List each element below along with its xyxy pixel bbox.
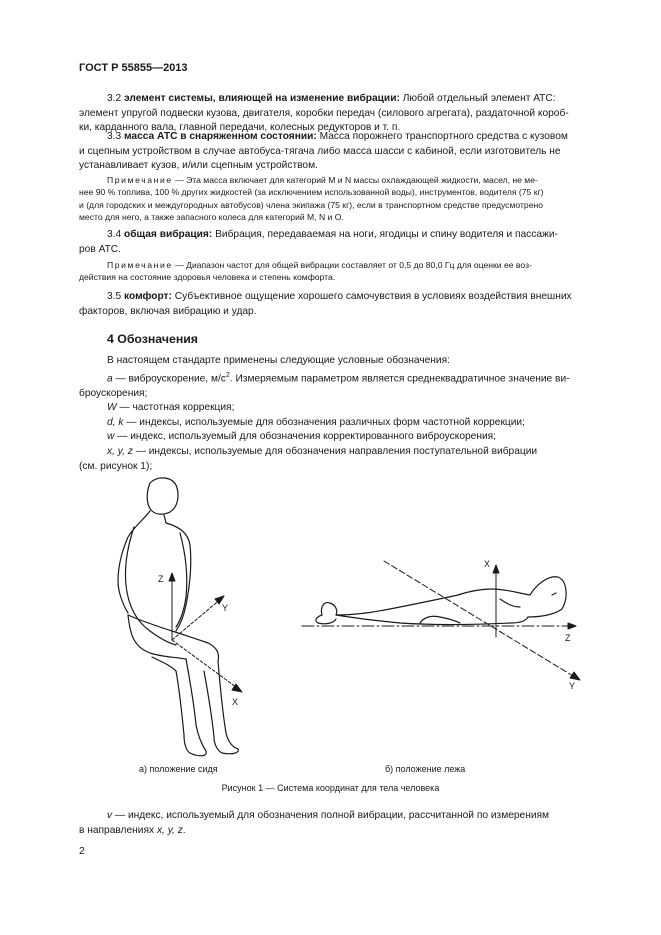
term-3-4 <box>79 228 615 257</box>
intro-text: В настоящем стандарте применены следующие условные обозначения: <box>107 355 450 366</box>
seated-figure-illustration <box>118 478 238 756</box>
symbol-a-text: — виброускорение, м/с <box>112 372 226 384</box>
symbol-w-text: — индекс, используемый для обозначения корректированного виброускорения; <box>114 431 496 443</box>
term-text-line: ров АТС. <box>79 243 121 255</box>
note-label: Примечание <box>107 260 173 270</box>
figure-coordinate-systems <box>0 465 661 765</box>
term-text-line: устанавливает кузов, и/или сцепным устройством. <box>79 160 318 172</box>
axis-label-y-lying: Y <box>569 681 576 691</box>
symbol-a-text-end: броускорения; <box>79 387 148 399</box>
term-3-5 <box>79 290 615 319</box>
symbol-w-cap: W <box>107 402 117 414</box>
term-name: масса АТС в снаряженном состоянии: <box>124 131 317 142</box>
note-text-line: действия на состояние здоровья человека и степень комфорта. <box>79 272 336 283</box>
symbol-v-end: . <box>182 824 186 836</box>
symbol-xyz: x, y, z <box>107 445 133 457</box>
subcaption-sitting: а) положение сидя <box>139 764 218 774</box>
term-number: 3.5 <box>107 291 122 302</box>
symbol-a: a <box>107 372 113 384</box>
symbol-w: w <box>107 431 115 443</box>
term-text-line: элемент упругой подвески кузова, двигателя, коробки передач (силового агрегата), раздаточной короб- <box>79 107 569 119</box>
term-text-line: Любой отдельный элемент АТС: <box>402 93 556 104</box>
document-header: ГОСТ Р 55855—2013 <box>79 62 188 74</box>
term-number: 3.2 <box>107 93 122 104</box>
term-number: 3.4 <box>107 229 122 240</box>
section-title: 4 Обозначения <box>107 332 198 346</box>
figure-caption: Рисунок 1 — Система координат для тела человека <box>221 783 440 793</box>
note-frequency <box>79 259 615 284</box>
note-mass <box>79 174 615 224</box>
axis-label-z-lying: Z <box>565 633 571 643</box>
axis-label-y: Y <box>222 603 229 613</box>
note-text-line: — Эта масса включает для категорий M и N массы охлаждающей жидкости, масел, не ме- <box>175 175 538 185</box>
symbol-a-text-cont: . Измеряемым параметром является среднеквадратичное значение ви- <box>229 372 570 384</box>
symbol-v-paragraph <box>79 809 615 838</box>
symbol-xyz-text: — индексы, используемые для обозначения направления поступательной вибрации <box>132 445 538 457</box>
axis-label-x: X <box>232 697 239 707</box>
term-3-3 <box>79 130 615 174</box>
term-text-line: факторов, включая вибрацию и удар. <box>79 305 257 317</box>
term-text-line: Субъективное ощущение хорошего самочувствия в условиях воздействия внешних <box>174 291 572 302</box>
symbol-v-dirs: x, y, z <box>156 824 183 836</box>
subcaption-lying: б) положение лежа <box>385 764 466 774</box>
term-text-line: Вибрация, передаваемая на ноги, ягодицы и спину водителя и пассажи- <box>215 229 558 240</box>
note-text-line: нее 90 % топлива, 100 % других жидкостей (за исключением использованной воды), инструментов, водителя (75 кг) <box>79 187 544 198</box>
term-number: 3.3 <box>107 131 122 142</box>
page-number: 2 <box>79 845 85 857</box>
term-text-line: ки, карданного вала, главной передачи, колесных редукторов и т. п. <box>79 122 401 134</box>
note-text-line: — Диапазон частот для общей вибрации составляет от 0,5 до 80,0 Гц для оценки ее воз- <box>175 260 532 270</box>
note-text-line: и (для городских и междугородных автобусов) члена экипажа (75 кг), если в транспортном средстве предусмотрено <box>79 199 543 210</box>
symbol-dk: d, k <box>107 416 124 428</box>
term-text-line: Масса порожнего транспортного средства с кузовом <box>319 131 568 142</box>
symbol-v-text-cont: в направлениях <box>79 824 157 836</box>
note-label: Примечание <box>107 175 173 185</box>
term-name: элемент системы, влияющей на изменение вибрации: <box>124 93 400 104</box>
axis-label-z: Z <box>158 574 164 584</box>
section-4-body <box>79 354 615 474</box>
symbol-w-cap-text: — частотная коррекция; <box>116 402 235 414</box>
term-text-line: и сцепным устройством в случае автобуса-тягача либо масса шасси с кабиной, если изготовитель не <box>79 145 561 157</box>
lying-figure-illustration <box>316 577 566 625</box>
term-name: комфорт: <box>124 291 172 302</box>
symbol-dk-text: — индексы, используемые для обозначения различных форм частотной коррекции; <box>123 416 525 428</box>
symbol-v: v <box>107 810 113 821</box>
note-text-line: место для него, а также запасного колеса для категорий M, N и O. <box>79 212 344 223</box>
axis-label-x-lying: X <box>484 559 491 569</box>
symbol-v-text: — индекс, используемый для обозначения полной вибрации, рассчитанной по измерениям <box>112 810 550 821</box>
symbol-xyz-text-end: (см. рисунок 1); <box>79 460 153 472</box>
term-name: общая вибрация: <box>124 229 213 240</box>
unit-superscript: 2 <box>225 371 230 379</box>
